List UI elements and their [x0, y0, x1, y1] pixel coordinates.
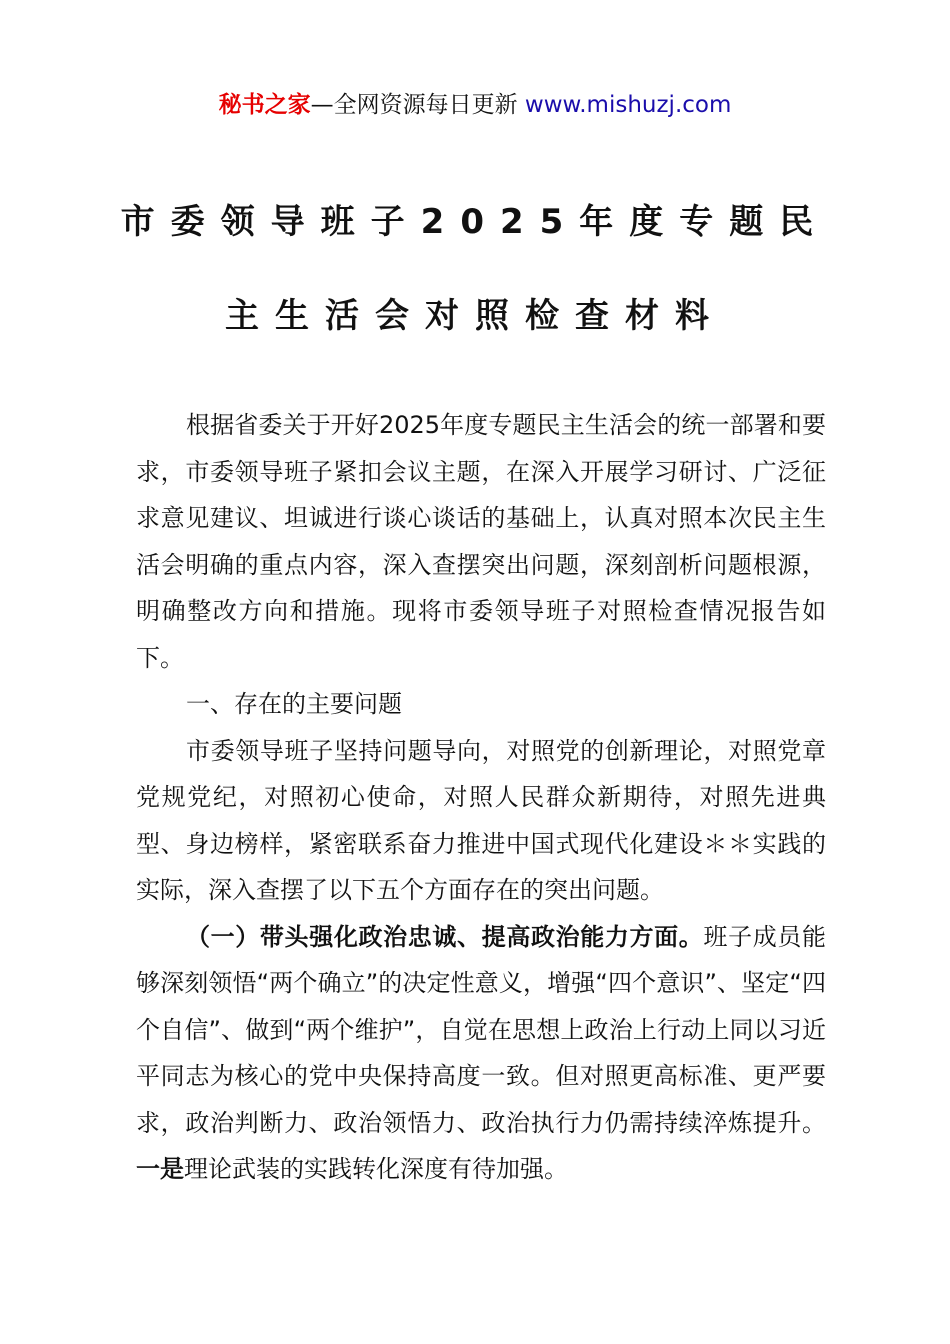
site-header [0, 88, 950, 122]
document-title-line-2: 主生活会对照检查材料 [225, 296, 725, 336]
site-url-link[interactable]: www.mishuzj.com [524, 92, 732, 118]
point-1-text: 理论武装的实践转化深度有待加强。 [184, 1155, 568, 1183]
document-title-line-1: 市委领导班子2025年度专题民 [120, 202, 830, 242]
intro-paragraph: 根据省委关于开好2025年度专题民主生活会的统一部署和要求，市委领导班子紧扣会议主题，在深入开展学习研讨、广泛征求意见建议、坦诚进行谈心谈话的基础上，认真对照本次民主生活会明确的重点内容，深入查摆突出问题，深刻剖析问题根源，明确整改方向和措施。现将市委领导班子对照检查情况报告如下。 [136, 411, 826, 672]
item-1-text: 班子成员能够深刻领悟“两个确立”的决定性意义，增强“四个意识”、坚定“四个自信”、做到“两个维护”，自觉在思想上政治上行动上同以习近平同志为核心的党中央保持高度一致。但对照更高标准、更严要求，政治判断力、政治领悟力、政治执行力仍需持续淬炼提升。 [136, 922, 827, 1137]
document-body [136, 402, 826, 1193]
item-1-title: （一）带头强化政治忠诚、提高政治能力方面。 [186, 922, 704, 951]
item-1-paragraph [136, 914, 826, 1193]
section-1-intro-paragraph: 市委领导班子坚持问题导向，对照党的创新理论，对照党章党规党纪，对照初心使命，对照人民群众新期待，对照先进典型、身边榜样，紧密联系奋力推进中国式现代化建设＊＊实践的实际，深入查摆了以下五个方面存在的突出问题。 [136, 736, 826, 904]
point-1-label: 一是 [136, 1155, 184, 1183]
section-heading-1: 一、存在的主要问题 [186, 690, 402, 718]
brand-name: 秘书之家 [218, 92, 311, 118]
header-tagline: —全网资源每日更新 [310, 92, 525, 118]
